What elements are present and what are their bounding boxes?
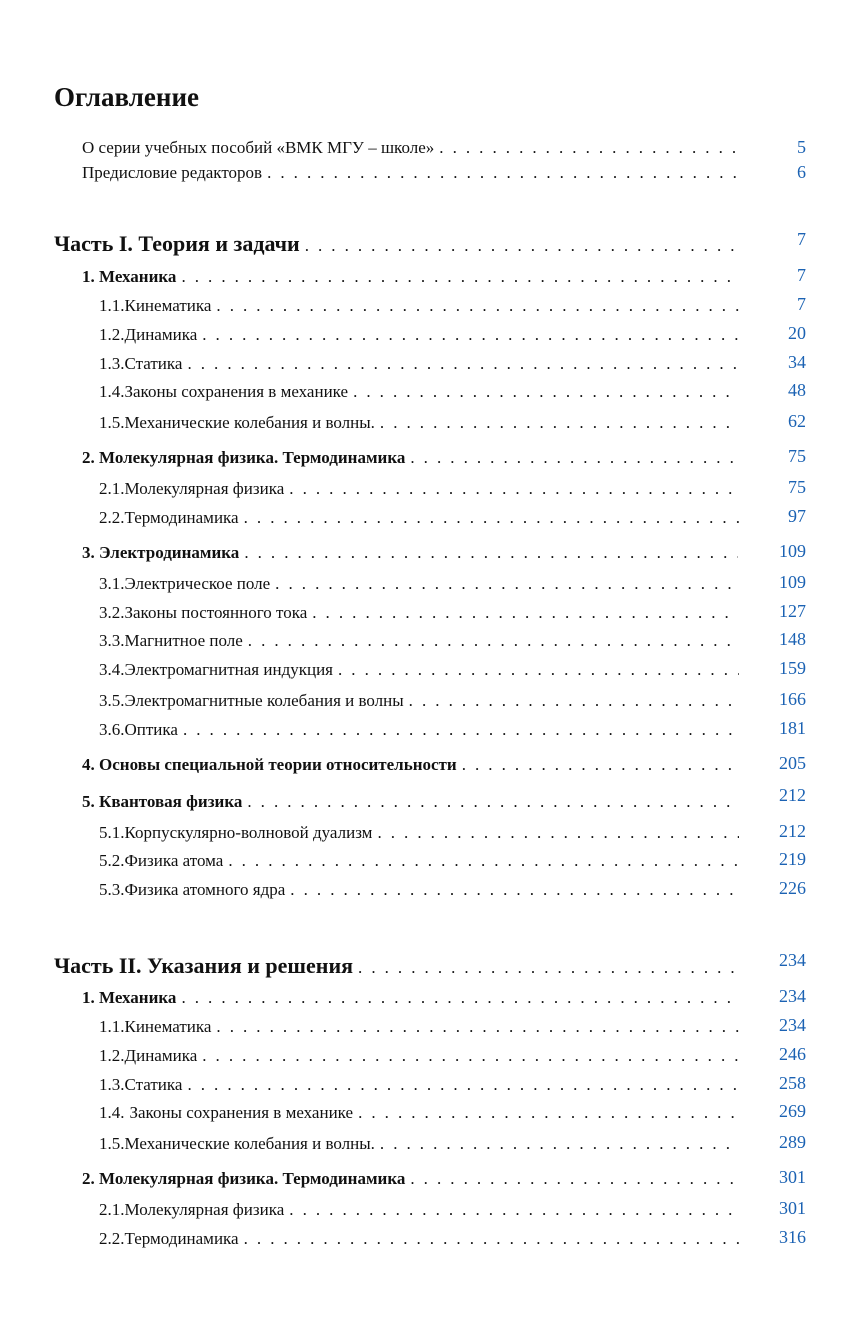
toc-section-number: 2.1.: [99, 479, 125, 498]
dot-leader: [380, 413, 739, 433]
page-title: Оглавление: [54, 82, 199, 112]
toc-section-number: 3.3.: [99, 631, 125, 650]
toc-section-number: 3.6.: [99, 720, 125, 739]
dot-leader: [267, 163, 744, 183]
toc-section-label: Электромагнитные колебания и волны: [124, 691, 404, 710]
toc-part-1[interactable]: [54, 231, 744, 257]
toc-section-number: 3.5.: [99, 691, 125, 710]
toc-chapter-label: 1. Механика: [82, 267, 177, 286]
toc-section[interactable]: [99, 631, 739, 651]
toc-section-label: Механические колебания и волны.: [124, 413, 375, 432]
dot-leader: [462, 755, 738, 775]
toc-section-label: Механические колебания и волны.: [124, 1134, 375, 1153]
toc-section[interactable]: [99, 691, 739, 711]
dot-leader: [289, 479, 739, 499]
dot-leader: [228, 851, 739, 871]
toc-section-label: Молекулярная физика: [124, 479, 285, 498]
toc-section-number: 1.4.: [99, 1103, 125, 1122]
dot-leader: [248, 631, 739, 651]
toc-page-number[interactable]: 226: [779, 878, 806, 898]
toc-page-number[interactable]: 159: [779, 658, 806, 678]
toc-page-number[interactable]: 7: [797, 294, 806, 314]
toc-section[interactable]: [99, 1017, 739, 1037]
toc-page-number[interactable]: 5: [797, 137, 806, 157]
toc-page-number[interactable]: 301: [779, 1167, 806, 1187]
dot-leader: [244, 508, 739, 528]
dot-leader: [358, 1103, 739, 1123]
toc-chapter[interactable]: [82, 543, 738, 563]
dot-leader: [244, 1229, 739, 1249]
toc-section[interactable]: [99, 382, 739, 402]
toc-entry-label: О серии учебных пособий «ВМК МГУ – школе»: [82, 138, 435, 157]
toc-section-number: 2.1.: [99, 1200, 125, 1219]
toc-section[interactable]: [99, 508, 739, 528]
toc-entry-label: Предисловие редакторов: [82, 163, 263, 182]
toc-page-number[interactable]: 269: [779, 1101, 806, 1121]
toc-page-number[interactable]: 62: [788, 411, 806, 431]
toc-section[interactable]: [99, 1046, 739, 1066]
toc-section[interactable]: [99, 603, 739, 623]
toc-section-label: Законы постоянного тока: [124, 603, 308, 622]
toc-chapter[interactable]: [82, 755, 738, 775]
dot-leader: [275, 574, 739, 594]
toc-section-number: 3.1.: [99, 574, 125, 593]
toc-page-number[interactable]: 316: [779, 1227, 806, 1247]
toc-section-label: Кинематика: [124, 1017, 212, 1036]
toc-section[interactable]: [99, 325, 739, 345]
toc-section-label: Физика атомного ядра: [124, 880, 286, 899]
toc-entry-preface[interactable]: [82, 163, 744, 183]
toc-section-label: Электрическое поле: [124, 574, 271, 593]
toc-section[interactable]: [99, 1103, 739, 1123]
dot-leader: [289, 1200, 739, 1220]
toc-page-number[interactable]: 258: [779, 1073, 806, 1093]
dot-leader: [202, 1046, 739, 1066]
dot-leader: [181, 267, 738, 287]
toc-section-number: 3.4.: [99, 660, 125, 679]
toc-section[interactable]: [99, 851, 739, 871]
toc-chapter-label: 5. Квантовая физика: [82, 792, 243, 811]
toc-chapter[interactable]: [82, 792, 738, 812]
toc-part-label: Часть I. Теория и задачи: [54, 231, 300, 256]
toc-page-number[interactable]: 212: [779, 785, 806, 805]
toc-section-label: Законы сохранения в механике: [129, 1103, 354, 1122]
toc-page-number[interactable]: 75: [788, 446, 806, 466]
dot-leader: [187, 354, 739, 374]
toc-section[interactable]: [99, 354, 739, 374]
toc-page-number[interactable]: 6: [797, 162, 806, 182]
toc-page-number[interactable]: 212: [779, 821, 806, 841]
toc-section-label: Физика атома: [124, 851, 224, 870]
toc-section-label: Динамика: [124, 325, 198, 344]
toc-page-number[interactable]: 205: [779, 753, 806, 773]
toc-section-number: 5.1.: [99, 823, 125, 842]
toc-section[interactable]: [99, 296, 739, 316]
toc-section[interactable]: [99, 1200, 739, 1220]
toc-section-number: 2.2.: [99, 1229, 125, 1248]
toc-page-number[interactable]: 7: [797, 265, 806, 285]
toc-page-number[interactable]: 75: [788, 477, 806, 497]
dot-leader: [244, 543, 738, 563]
toc-page-number[interactable]: 109: [779, 572, 806, 592]
dot-leader: [409, 691, 739, 711]
dot-leader: [187, 1075, 739, 1095]
toc-page-number[interactable]: 34: [788, 352, 806, 372]
dot-leader: [312, 603, 739, 623]
toc-page-number[interactable]: 234: [779, 1015, 806, 1035]
toc-section-number: 1.5.: [99, 1134, 125, 1153]
dot-leader: [380, 1134, 739, 1154]
toc-page-number[interactable]: 219: [779, 849, 806, 869]
dot-leader: [216, 1017, 739, 1037]
dot-leader: [183, 720, 739, 740]
toc-section-number: 5.2.: [99, 851, 125, 870]
toc-section[interactable]: [99, 660, 739, 680]
toc-page-number[interactable]: 148: [779, 629, 806, 649]
toc-section-label: Статика: [124, 1075, 183, 1094]
toc-section-label: Статика: [124, 354, 183, 373]
dot-leader: [410, 1169, 738, 1189]
toc-page-number[interactable]: 97: [788, 506, 806, 526]
toc-section[interactable]: [99, 1075, 739, 1095]
toc-section[interactable]: [99, 479, 739, 499]
dot-leader: [181, 988, 738, 1008]
toc-page-number[interactable]: 7: [797, 229, 806, 249]
dot-leader: [202, 325, 739, 345]
toc-section-number: 1.2.: [99, 1046, 125, 1065]
toc-section[interactable]: [99, 1229, 739, 1249]
toc-section-number: 1.1.: [99, 1017, 125, 1036]
toc-chapter-label: 2. Молекулярная физика. Термодинамика: [82, 1169, 406, 1188]
toc-section-number: 2.2.: [99, 508, 125, 527]
toc-section-label: Законы сохранения в механике: [124, 382, 349, 401]
toc-section-number: 1.2.: [99, 325, 125, 344]
dot-leader: [439, 138, 744, 158]
toc-section-label: Оптика: [124, 720, 178, 739]
toc-page-number[interactable]: 181: [779, 718, 806, 738]
toc-section-label: Электромагнитная индукция: [124, 660, 333, 679]
toc-page-number[interactable]: 289: [779, 1132, 806, 1152]
dot-leader: [305, 236, 744, 256]
toc-section[interactable]: [99, 720, 739, 740]
toc-page-number[interactable]: 20: [788, 323, 806, 343]
toc-section-label: Магнитное поле: [124, 631, 243, 650]
toc-section[interactable]: [99, 880, 739, 900]
toc-chapter-label: 3. Электродинамика: [82, 543, 240, 562]
dot-leader: [410, 448, 738, 468]
dot-leader: [338, 660, 739, 680]
toc-chapter[interactable]: [82, 988, 738, 1008]
toc-chapter-label: 2. Молекулярная физика. Термодинамика: [82, 448, 406, 467]
toc-section-label: Термодинамика: [124, 508, 239, 527]
toc-part-2[interactable]: [54, 953, 744, 979]
toc-section-number: 1.3.: [99, 1075, 125, 1094]
toc-page-number[interactable]: 127: [779, 601, 806, 621]
toc-section[interactable]: [99, 413, 739, 433]
toc-section-label: Термодинамика: [124, 1229, 239, 1248]
dot-leader: [353, 382, 739, 402]
toc-chapter[interactable]: [82, 448, 738, 468]
toc-page-number[interactable]: 48: [788, 380, 806, 400]
toc-section[interactable]: [99, 574, 739, 594]
toc-section-number: 5.3.: [99, 880, 125, 899]
toc-page-number[interactable]: 234: [779, 950, 806, 970]
toc-section-label: Корпускулярно-волновой дуализм: [124, 823, 373, 842]
toc-section-number: 1.3.: [99, 354, 125, 373]
toc-section-number: 1.4.: [99, 382, 125, 401]
toc-page-number[interactable]: 166: [779, 689, 806, 709]
toc-chapter-label: 1. Механика: [82, 988, 177, 1007]
toc-section[interactable]: [99, 823, 739, 843]
toc-entry-series[interactable]: [82, 138, 744, 158]
toc-section-number: 1.5.: [99, 413, 125, 432]
toc-section-label: Кинематика: [124, 296, 212, 315]
toc-section-label: Динамика: [124, 1046, 198, 1065]
toc-page-number[interactable]: 109: [779, 541, 806, 561]
toc-section-label: Молекулярная физика: [124, 1200, 285, 1219]
toc-chapter-label: 4. Основы специальной теории относительности: [82, 755, 457, 774]
dot-leader: [247, 792, 738, 812]
toc-chapter[interactable]: [82, 267, 738, 287]
toc-part-label: Часть II. Указания и решения: [54, 953, 354, 978]
toc-section[interactable]: [99, 1134, 739, 1154]
dot-leader: [358, 958, 744, 978]
toc-page-number[interactable]: 301: [779, 1198, 806, 1218]
dot-leader: [377, 823, 739, 843]
toc-section-number: 3.2.: [99, 603, 125, 622]
toc-page-number[interactable]: 246: [779, 1044, 806, 1064]
toc-section-number: 1.1.: [99, 296, 125, 315]
dot-leader: [216, 296, 739, 316]
dot-leader: [290, 880, 739, 900]
toc-chapter[interactable]: [82, 1169, 738, 1189]
toc-page-number[interactable]: 234: [779, 986, 806, 1006]
